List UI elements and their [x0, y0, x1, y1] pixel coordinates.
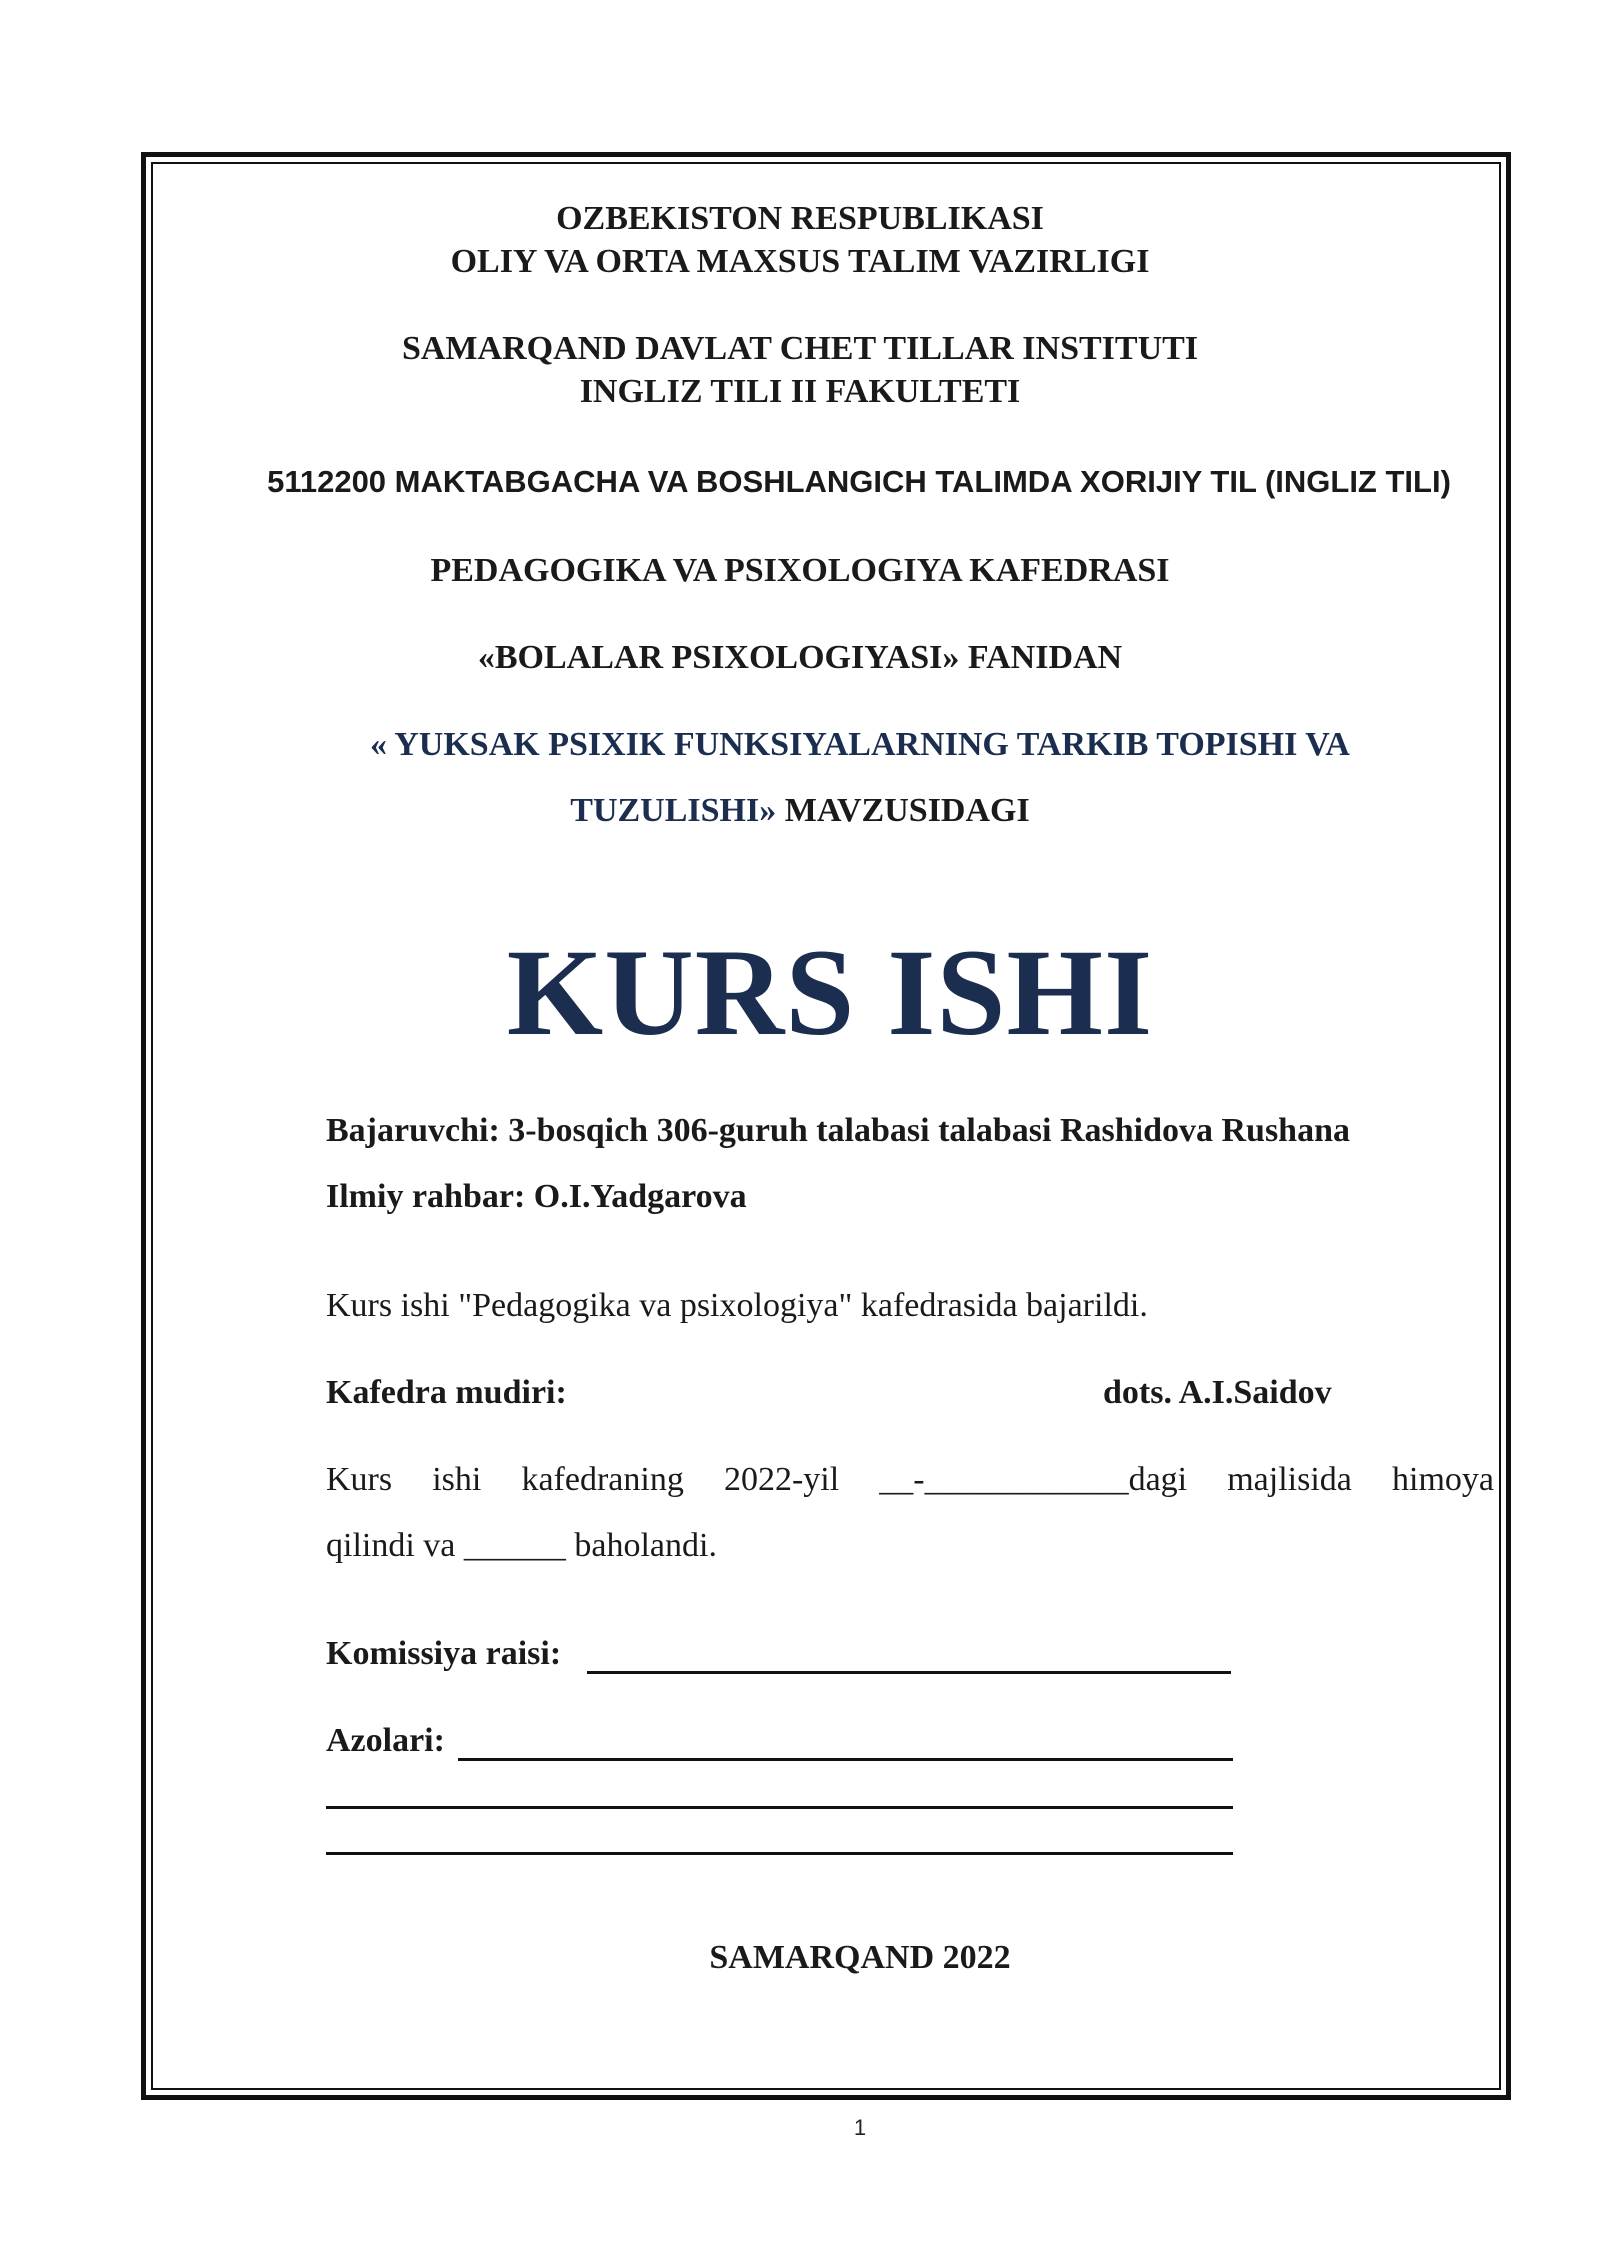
- topic-line-2: [0, 792, 1600, 830]
- city-year: SAMARQAND 2022: [709, 1939, 1011, 1976]
- defense-word: ishi: [432, 1461, 482, 1498]
- defense-word: majlisida: [1227, 1461, 1352, 1498]
- document-title: KURS ISHI: [506, 924, 1154, 1061]
- specialty-line: 5112200 MAKTABGACHA VA BOSHLANGICH TALIMDA XORIJIY TIL (INGLIZ TILI): [267, 464, 1451, 499]
- members-label: Azolari:: [326, 1722, 445, 1759]
- defense-date-blank: __-____________dagi: [879, 1461, 1188, 1498]
- defense-word: 2022-yil: [723, 1461, 840, 1498]
- members-signature-line-1: [458, 1758, 1233, 1761]
- department-line: PEDAGOGIKA VA PSIXOLOGIYA KAFEDRASI: [430, 552, 1170, 589]
- defense-line-2: qilindi va ______ baholandi.: [326, 1527, 717, 1564]
- topic-line-2-navy: TUZULISHI»: [570, 792, 777, 829]
- head-label: Kafedra mudiri:: [326, 1374, 567, 1411]
- defense-word: himoya: [1392, 1461, 1494, 1498]
- topic-line-1: « YUKSAK PSIXIK FUNKSIYALARNING TARKIB TOPISHI VA: [370, 726, 1350, 763]
- topic-line-2-rest: MAVZUSIDAGI: [776, 792, 1030, 829]
- members-signature-line-3: [326, 1852, 1233, 1855]
- commission-label: Komissiya raisi:: [326, 1635, 562, 1672]
- executor-line: Bajaruvchi: 3-bosqich 306-guruh talabasi talabasi Rashidova Rushana: [326, 1112, 1351, 1149]
- members-signature-line-2: [326, 1806, 1233, 1809]
- page-number: 1: [853, 2115, 867, 2140]
- defense-word: kafedraning: [521, 1461, 684, 1498]
- country-line: OZBEKISTON RESPUBLIKASI: [556, 200, 1044, 237]
- supervisor-line: Ilmiy rahbar: O.I.Yadgarova: [326, 1178, 747, 1215]
- ministry-line: OLIY VA ORTA MAXSUS TALIM VAZIRLIGI: [450, 243, 1150, 280]
- defense-line-1: [326, 1461, 1494, 1499]
- institute-line: SAMARQAND DAVLAT CHET TILLAR INSTITUTI: [401, 330, 1199, 367]
- commission-signature-line: [587, 1671, 1231, 1674]
- subject-line: «BOLALAR PSIXOLOGIYASI» FANIDAN: [477, 639, 1123, 676]
- faculty-line: INGLIZ TILI II FAKULTETI: [579, 373, 1021, 410]
- defense-word: Kurs: [326, 1461, 393, 1498]
- completed-note: Kurs ishi "Pedagogika va psixologiya" kafedrasida bajarildi.: [326, 1287, 1148, 1324]
- head-name: dots. A.I.Saidov: [1103, 1374, 1332, 1411]
